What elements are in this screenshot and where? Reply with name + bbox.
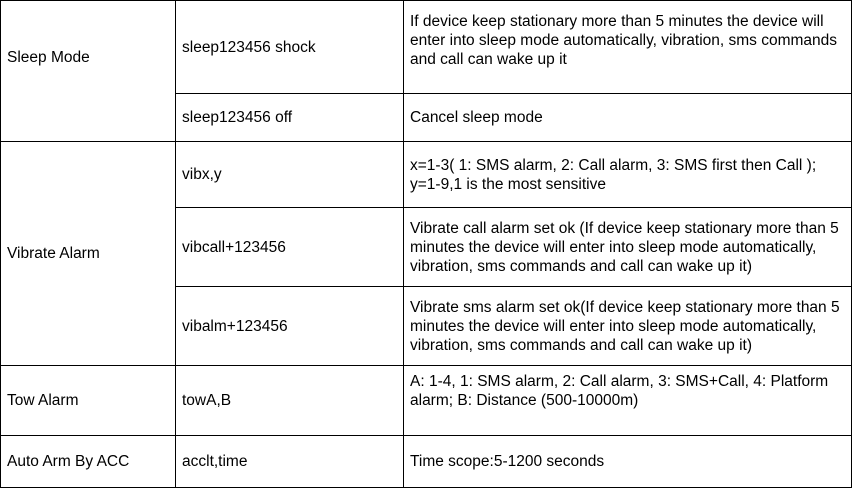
feature-label: Vibrate Alarm	[7, 245, 100, 262]
table-row	[1, 142, 852, 208]
command-text: vibalm+123456	[182, 317, 288, 335]
command-cell	[176, 1, 404, 94]
feature-label: Sleep Mode	[7, 48, 90, 66]
command-cell	[176, 142, 404, 208]
description-text: Time scope:5-1200 seconds	[410, 453, 605, 470]
table-row	[1, 436, 852, 488]
description-text: Vibrate call alarm set ok (If device keep stationary more than 5 minutes the device will enter into sleep mode automatically, vibration, sms commands and call can wake up it)	[410, 219, 839, 275]
command-text: vibx,y	[182, 166, 222, 183]
feature-cell	[1, 436, 176, 488]
command-cell	[176, 94, 404, 142]
description-cell	[404, 1, 852, 94]
description-text: Cancel sleep mode	[410, 109, 543, 126]
command-text: towA,B	[182, 392, 232, 409]
description-text: x=1-3( 1: SMS alarm, 2: Call alarm, 3: SMS first then Call ); y=1-9,1 is the most sensitive	[410, 156, 817, 193]
feature-cell	[1, 142, 176, 366]
feature-cell	[1, 366, 176, 436]
command-text: acclt,time	[182, 453, 248, 470]
description-cell	[404, 287, 852, 366]
command-cell	[176, 366, 404, 436]
command-text: sleep123456 shock	[182, 38, 316, 56]
command-cell	[176, 436, 404, 488]
command-text: sleep123456 off	[182, 109, 293, 126]
description-cell	[404, 142, 852, 208]
feature-label: Tow Alarm	[7, 392, 79, 409]
command-text: vibcall+123456	[182, 238, 286, 256]
description-text: Vibrate sms alarm set ok(If device keep stationary more than 5 minutes the device will enter into sleep mode automatically, vibration, sms commands and call can wake up it)	[410, 298, 840, 354]
table-row	[1, 366, 852, 436]
command-cell	[176, 287, 404, 366]
description-cell	[404, 94, 852, 142]
feature-label: Auto Arm By ACC	[7, 453, 130, 470]
description-text: A: 1-4, 1: SMS alarm, 2: Call alarm, 3: SMS+Call, 4: Platform alarm; B: Distance (500-10000m)	[410, 373, 829, 409]
description-cell	[404, 366, 852, 436]
command-cell	[176, 208, 404, 287]
feature-cell	[1, 1, 176, 142]
description-cell	[404, 436, 852, 488]
table-row	[1, 1, 852, 94]
description-text: If device keep stationary more than 5 minutes the device will enter into sleep mode automatically, vibration, sms commands and call can wake up it	[410, 12, 838, 68]
description-cell	[404, 208, 852, 287]
